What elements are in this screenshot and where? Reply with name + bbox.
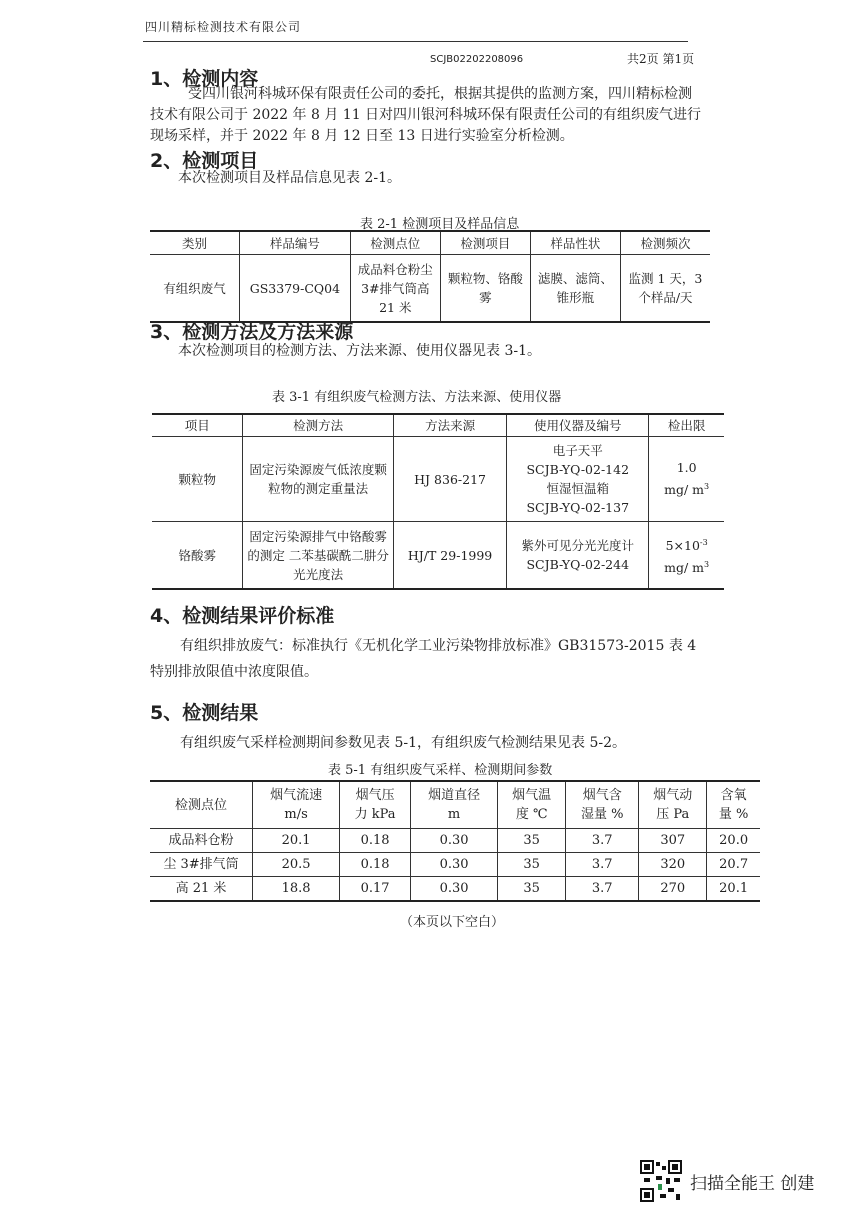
table-5-1 <box>150 780 760 902</box>
col-header: 烟气流速 m/s <box>253 781 340 829</box>
col-header: 类别 <box>150 231 240 255</box>
col-header: 烟气压 力 kPa <box>340 781 411 829</box>
col-header: 含氧 量 % <box>707 781 760 829</box>
table-cell: HJ/T 29-1999 <box>393 522 506 590</box>
col-header: 检测方法 <box>243 414 394 437</box>
table-cell <box>507 522 649 590</box>
table-cell: 3.7 <box>566 829 639 853</box>
col-header: 样品性状 <box>530 231 620 255</box>
table-row <box>150 853 760 877</box>
scanner-watermark <box>640 1160 814 1202</box>
table-cell: HJ 836-217 <box>393 437 506 522</box>
section-1-line1: 受四川银河科城环保有限责任公司的委托，根据其提供的监测方案，四川精标检测 <box>188 86 692 102</box>
limit-unit: mg/ $m^3$ <box>664 482 710 498</box>
col-header: 烟气动 压 Pa <box>639 781 707 829</box>
section-5-title: 5、检测结果 <box>150 702 259 724</box>
table-cell: 0.30 <box>411 877 498 902</box>
table-cell: 颗粒物、铬酸雾 <box>440 255 530 323</box>
section-4-title: 4、检测结果评价标准 <box>150 605 335 627</box>
table-cell: 3.7 <box>566 853 639 877</box>
table-5-1-caption: 表 5-1 有组织废气采样、检测期间参数 <box>328 763 553 778</box>
instrument-line: SCJB-YQ-02-142 <box>526 462 630 477</box>
table-cell: 35 <box>498 829 566 853</box>
col-header: 烟气温 度 ℃ <box>498 781 566 829</box>
table-cell: 270 <box>639 877 707 902</box>
page-info: 共2页 第1页 <box>627 52 695 66</box>
qr-code-icon <box>640 1160 682 1202</box>
table-cell: 320 <box>639 853 707 877</box>
report-number: SCJB02202208096 <box>430 54 524 65</box>
col-header: 使用仪器及编号 <box>507 414 649 437</box>
company-name: 四川精标检测技术有限公司 <box>145 20 302 34</box>
section-1-title: 1、检测内容 <box>150 68 259 90</box>
table-cell: 35 <box>498 853 566 877</box>
table-cell: 20.5 <box>253 853 340 877</box>
table-3-1 <box>152 413 724 590</box>
table-cell: 20.7 <box>707 853 760 877</box>
table-cell: 成品料仓粉尘 3#排气筒高 21 米 <box>350 255 440 323</box>
table-cell: 固定污染源排气中铬酸雾的测定 二苯基碳酰二肼分光光度法 <box>243 522 394 590</box>
table-cell: 3.7 <box>566 877 639 902</box>
section-1-line3: 现场采样，并于 2022 年 8 月 12 日至 13 日进行实验室分析检测。 <box>150 128 574 144</box>
table-cell: 0.30 <box>411 829 498 853</box>
col-header: 方法来源 <box>393 414 506 437</box>
section-2-intro: 本次检测项目及样品信息见表 2-1。 <box>178 170 401 186</box>
scanner-brand-text: 扫描全能王 创建 <box>690 1173 815 1194</box>
col-header: 检出限 <box>649 414 724 437</box>
table-3-1-caption: 表 3-1 有组织废气检测方法、方法来源、使用仪器 <box>272 390 562 405</box>
table-cell <box>649 522 724 590</box>
table-cell <box>507 437 649 522</box>
section-4-line2: 特别排放限值中浓度限值。 <box>150 664 318 680</box>
table-cell: 0.30 <box>411 853 498 877</box>
table-row <box>150 255 710 323</box>
table-cell: 监测 1 天，3 个样品/天 <box>620 255 710 323</box>
table-cell: 0.18 <box>340 829 411 853</box>
section-3-title: 3、检测方法及方法来源 <box>150 321 354 343</box>
table-cell: 20.0 <box>707 829 760 853</box>
limit-value: $5\times 10^{-3}$ <box>665 537 708 553</box>
location-cell: 成品料仓粉 <box>150 829 253 853</box>
location-cell: 尘 3#排气筒 <box>150 853 253 877</box>
table-row <box>150 829 760 853</box>
table-cell: 有组织废气 <box>163 280 226 296</box>
table-cell: 18.8 <box>253 877 340 902</box>
instrument-line: SCJB-YQ-02-137 <box>526 500 630 515</box>
col-header: 检测点位 <box>350 231 440 255</box>
section-2-title: 2、检测项目 <box>150 150 259 172</box>
table-header-row <box>150 231 710 255</box>
table-2-1 <box>150 230 710 323</box>
section-1-line2: 技术有限公司于 2022 年 8 月 11 日对四川银河科城环保有限责任公司的有组织废气进行 <box>150 107 702 123</box>
table-cell: GS3379-CQ04 <box>240 255 351 323</box>
col-header: 检测点位 <box>150 781 253 829</box>
col-header: 项目 <box>152 414 243 437</box>
table-cell: 0.17 <box>340 877 411 902</box>
instrument-line: 电子天平 <box>552 443 603 458</box>
table-header-row <box>152 414 724 437</box>
table-cell: 铬酸雾 <box>178 547 216 563</box>
table-row <box>152 437 724 522</box>
header-rule <box>143 41 688 42</box>
section-5-intro: 有组织废气采样检测期间参数见表 5-1，有组织废气检测结果见表 5-2。 <box>180 735 626 751</box>
table-cell <box>649 437 724 522</box>
table-cell: 0.18 <box>340 853 411 877</box>
table-cell: 35 <box>498 877 566 902</box>
table-row <box>152 522 724 590</box>
limit-unit: mg/ $m^3$ <box>664 560 710 576</box>
instrument-line: SCJB-YQ-02-244 <box>526 557 630 572</box>
col-header: 样品编号 <box>240 231 351 255</box>
location-cell: 高 21 米 <box>175 881 227 896</box>
section-3-intro: 本次检测项目的检测方法、方法来源、使用仪器见表 3-1。 <box>178 343 541 359</box>
table-cell: 滤膜、滤筒、锥形瓶 <box>530 255 620 323</box>
table-cell: 307 <box>639 829 707 853</box>
table-header-row <box>150 781 760 829</box>
section-4-line1: 有组织排放废气：标准执行《无机化学工业污染物排放标准》GB31573-2015 表 4 <box>180 638 697 654</box>
table-row <box>150 877 760 902</box>
blank-note: （本页以下空白） <box>400 915 505 930</box>
col-header: 检测频次 <box>620 231 710 255</box>
table-cell: 颗粒物 <box>152 437 243 522</box>
table-cell: 20.1 <box>253 829 340 853</box>
col-header: 烟气含 湿量 % <box>566 781 639 829</box>
col-header: 检测项目 <box>440 231 530 255</box>
table-cell: 固定污染源废气低浓度颗粒物的测定重量法 <box>243 437 394 522</box>
col-header: 烟道直径 m <box>411 781 498 829</box>
instrument-line: 恒湿恒温箱 <box>546 481 609 496</box>
limit-value: 1.0 <box>676 460 697 476</box>
table-2-1-caption: 表 2-1 检测项目及样品信息 <box>360 217 520 232</box>
instrument-line: 紫外可见分光光度计 <box>521 538 634 553</box>
table-cell: 20.1 <box>707 877 760 902</box>
